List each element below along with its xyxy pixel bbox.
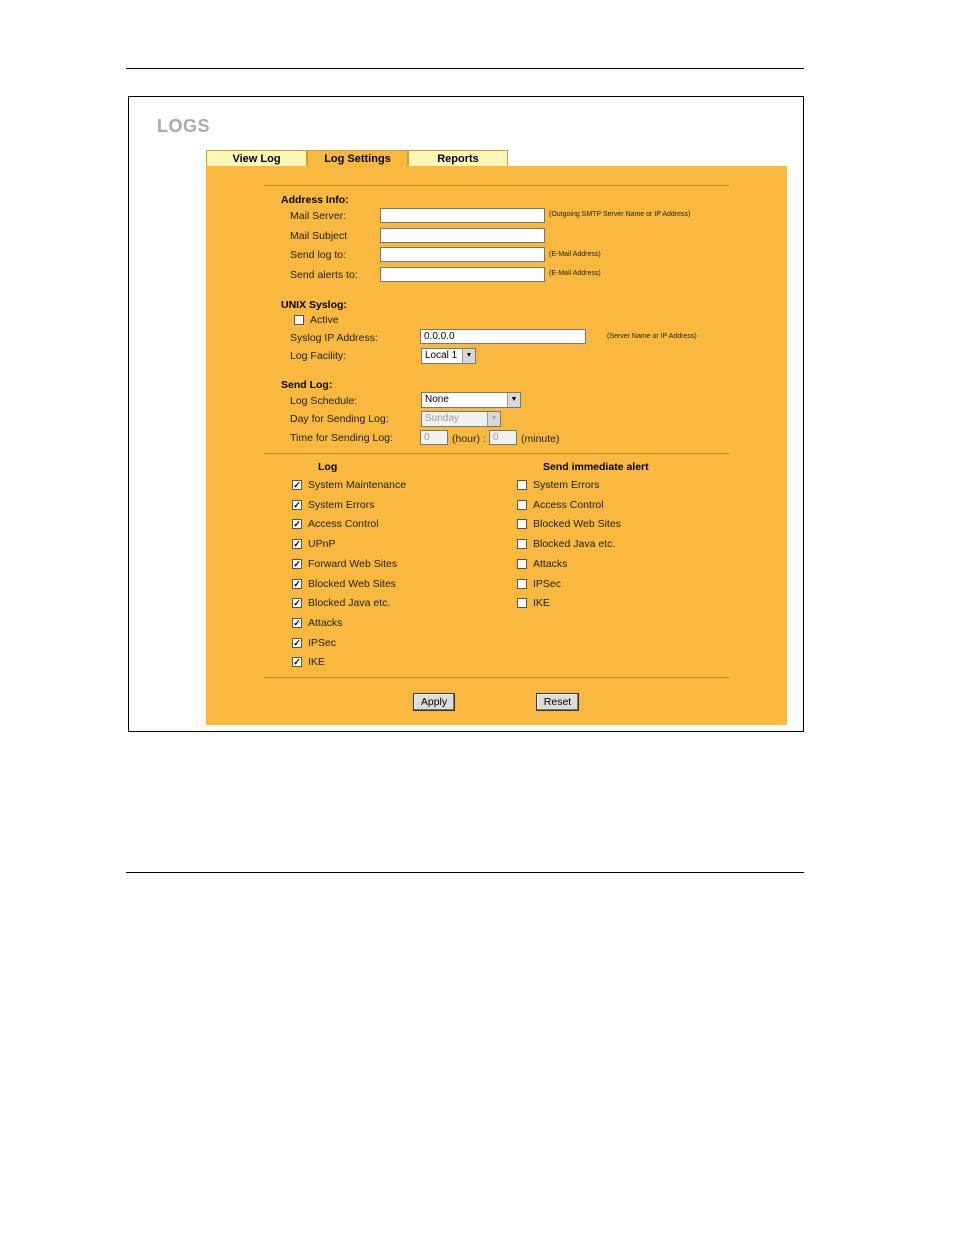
page-top-rule	[126, 68, 804, 69]
log-item-label: Access Control	[308, 518, 379, 531]
chevron-down-icon: ▼	[487, 412, 500, 426]
log-item-checkbox[interactable]: ✓	[293, 657, 301, 668]
log-item-label: UPnP	[308, 538, 336, 551]
alert-item-checkbox[interactable]	[517, 598, 527, 608]
separator-top	[264, 185, 729, 186]
time-sending-label: Time for Sending Log:	[290, 432, 393, 444]
log-facility-value: Local 1	[425, 350, 458, 361]
mail-server-input[interactable]	[380, 208, 545, 223]
alert-item-label: System Errors	[533, 479, 600, 491]
minute-input[interactable]	[489, 430, 517, 445]
log-schedule-select[interactable]	[421, 392, 521, 408]
syslog-active-checkbox[interactable]	[294, 315, 304, 325]
chevron-down-icon: ▼	[462, 349, 475, 363]
log-item-checkbox[interactable]: ✓	[293, 539, 301, 550]
send-log-to-label: Send log to:	[290, 249, 347, 261]
address-info-heading: Address Info:	[281, 194, 349, 206]
log-item-checkbox[interactable]: ✓	[293, 617, 301, 628]
log-item-label: IKE	[308, 656, 325, 669]
log-item-label: Forward Web Sites	[308, 557, 398, 570]
alert-item-label: Blocked Java etc.	[533, 538, 616, 551]
alert-item-label: Blocked Web Sites	[533, 518, 621, 531]
day-sending-label: Day for Sending Log:	[290, 413, 389, 425]
alert-item-checkbox[interactable]	[517, 480, 527, 490]
log-item-checkbox[interactable]: ✓	[293, 637, 301, 648]
chevron-down-icon: ▼	[507, 393, 520, 407]
log-schedule-label: Log Schedule:	[290, 395, 358, 407]
unix-syslog-heading: UNIX Syslog:	[281, 299, 347, 311]
send-log-to-input[interactable]	[380, 247, 545, 262]
day-sending-select[interactable]	[421, 411, 501, 427]
separator-bottom	[264, 677, 729, 678]
log-item-label: System Errors	[308, 498, 375, 511]
log-column-heading: Log	[318, 461, 338, 473]
log-item-label: Blocked Java etc.	[308, 597, 391, 610]
alert-item-checkbox[interactable]	[517, 519, 527, 529]
tab-view-log[interactable]: View Log	[206, 150, 307, 166]
tab-reports[interactable]: Reports	[408, 150, 508, 166]
syslog-ip-note: (Server Name or IP Address)	[607, 333, 697, 340]
alert-item-label: Attacks	[533, 557, 568, 570]
log-item-checkbox[interactable]: ✓	[293, 499, 301, 510]
hour-unit-label: (hour) :	[452, 433, 486, 445]
log-item-label: System Maintenance	[308, 479, 407, 491]
send-alerts-to-label: Send alerts to:	[290, 269, 358, 281]
syslog-ip-input[interactable]	[420, 329, 586, 344]
hour-input[interactable]	[420, 430, 448, 445]
syslog-ip-label: Syslog IP Address:	[290, 332, 378, 344]
send-log-heading: Send Log:	[281, 379, 333, 391]
log-item-label: IPSec	[308, 636, 337, 649]
log-schedule-value: None	[425, 394, 449, 405]
minute-unit-label: (minute)	[521, 433, 560, 445]
page-title: LOGS	[157, 116, 211, 136]
send-alerts-to-input[interactable]	[380, 267, 545, 282]
mail-server-note: (Outgoing SMTP Server Name or IP Address)	[549, 211, 691, 218]
log-item-checkbox[interactable]: ✓	[293, 519, 301, 530]
log-item-checkbox[interactable]: ✓	[293, 598, 301, 609]
log-item-checkbox[interactable]: ✓	[293, 578, 301, 589]
alert-item-label: IKE	[533, 597, 550, 610]
reset-button[interactable]: Reset	[536, 693, 579, 711]
alert-item-checkbox[interactable]	[517, 500, 527, 510]
mail-server-label: Mail Server:	[290, 210, 347, 222]
log-item-label: Blocked Web Sites	[308, 577, 396, 590]
apply-button[interactable]: Apply	[413, 693, 455, 711]
alert-item-label: Access Control	[533, 498, 604, 511]
log-facility-select[interactable]	[421, 348, 476, 364]
alert-item-checkbox[interactable]	[517, 559, 527, 569]
send-log-to-note: (E-Mail Address)	[549, 251, 601, 258]
log-item-checkbox[interactable]: ✓	[293, 558, 301, 569]
day-sending-value: Sunday	[425, 413, 459, 424]
alert-item-checkbox[interactable]	[517, 579, 527, 589]
alert-item-label: IPSec	[533, 577, 562, 590]
page-bottom-rule	[126, 872, 804, 873]
send-alerts-to-note: (E-Mail Address)	[549, 270, 601, 277]
mail-subject-label: Mail Subject	[290, 230, 348, 242]
alert-column-heading: Send immediate alert	[543, 461, 649, 473]
log-facility-label: Log Facility:	[290, 350, 347, 362]
log-item-label: Attacks	[308, 616, 343, 629]
log-item-checkbox[interactable]: ✓	[293, 480, 301, 490]
syslog-active-label: Active	[310, 314, 339, 326]
separator-middle	[264, 453, 729, 454]
alert-item-checkbox[interactable]	[517, 539, 527, 549]
tab-log-settings[interactable]: Log Settings	[307, 150, 408, 166]
mail-subject-input[interactable]	[380, 228, 545, 243]
